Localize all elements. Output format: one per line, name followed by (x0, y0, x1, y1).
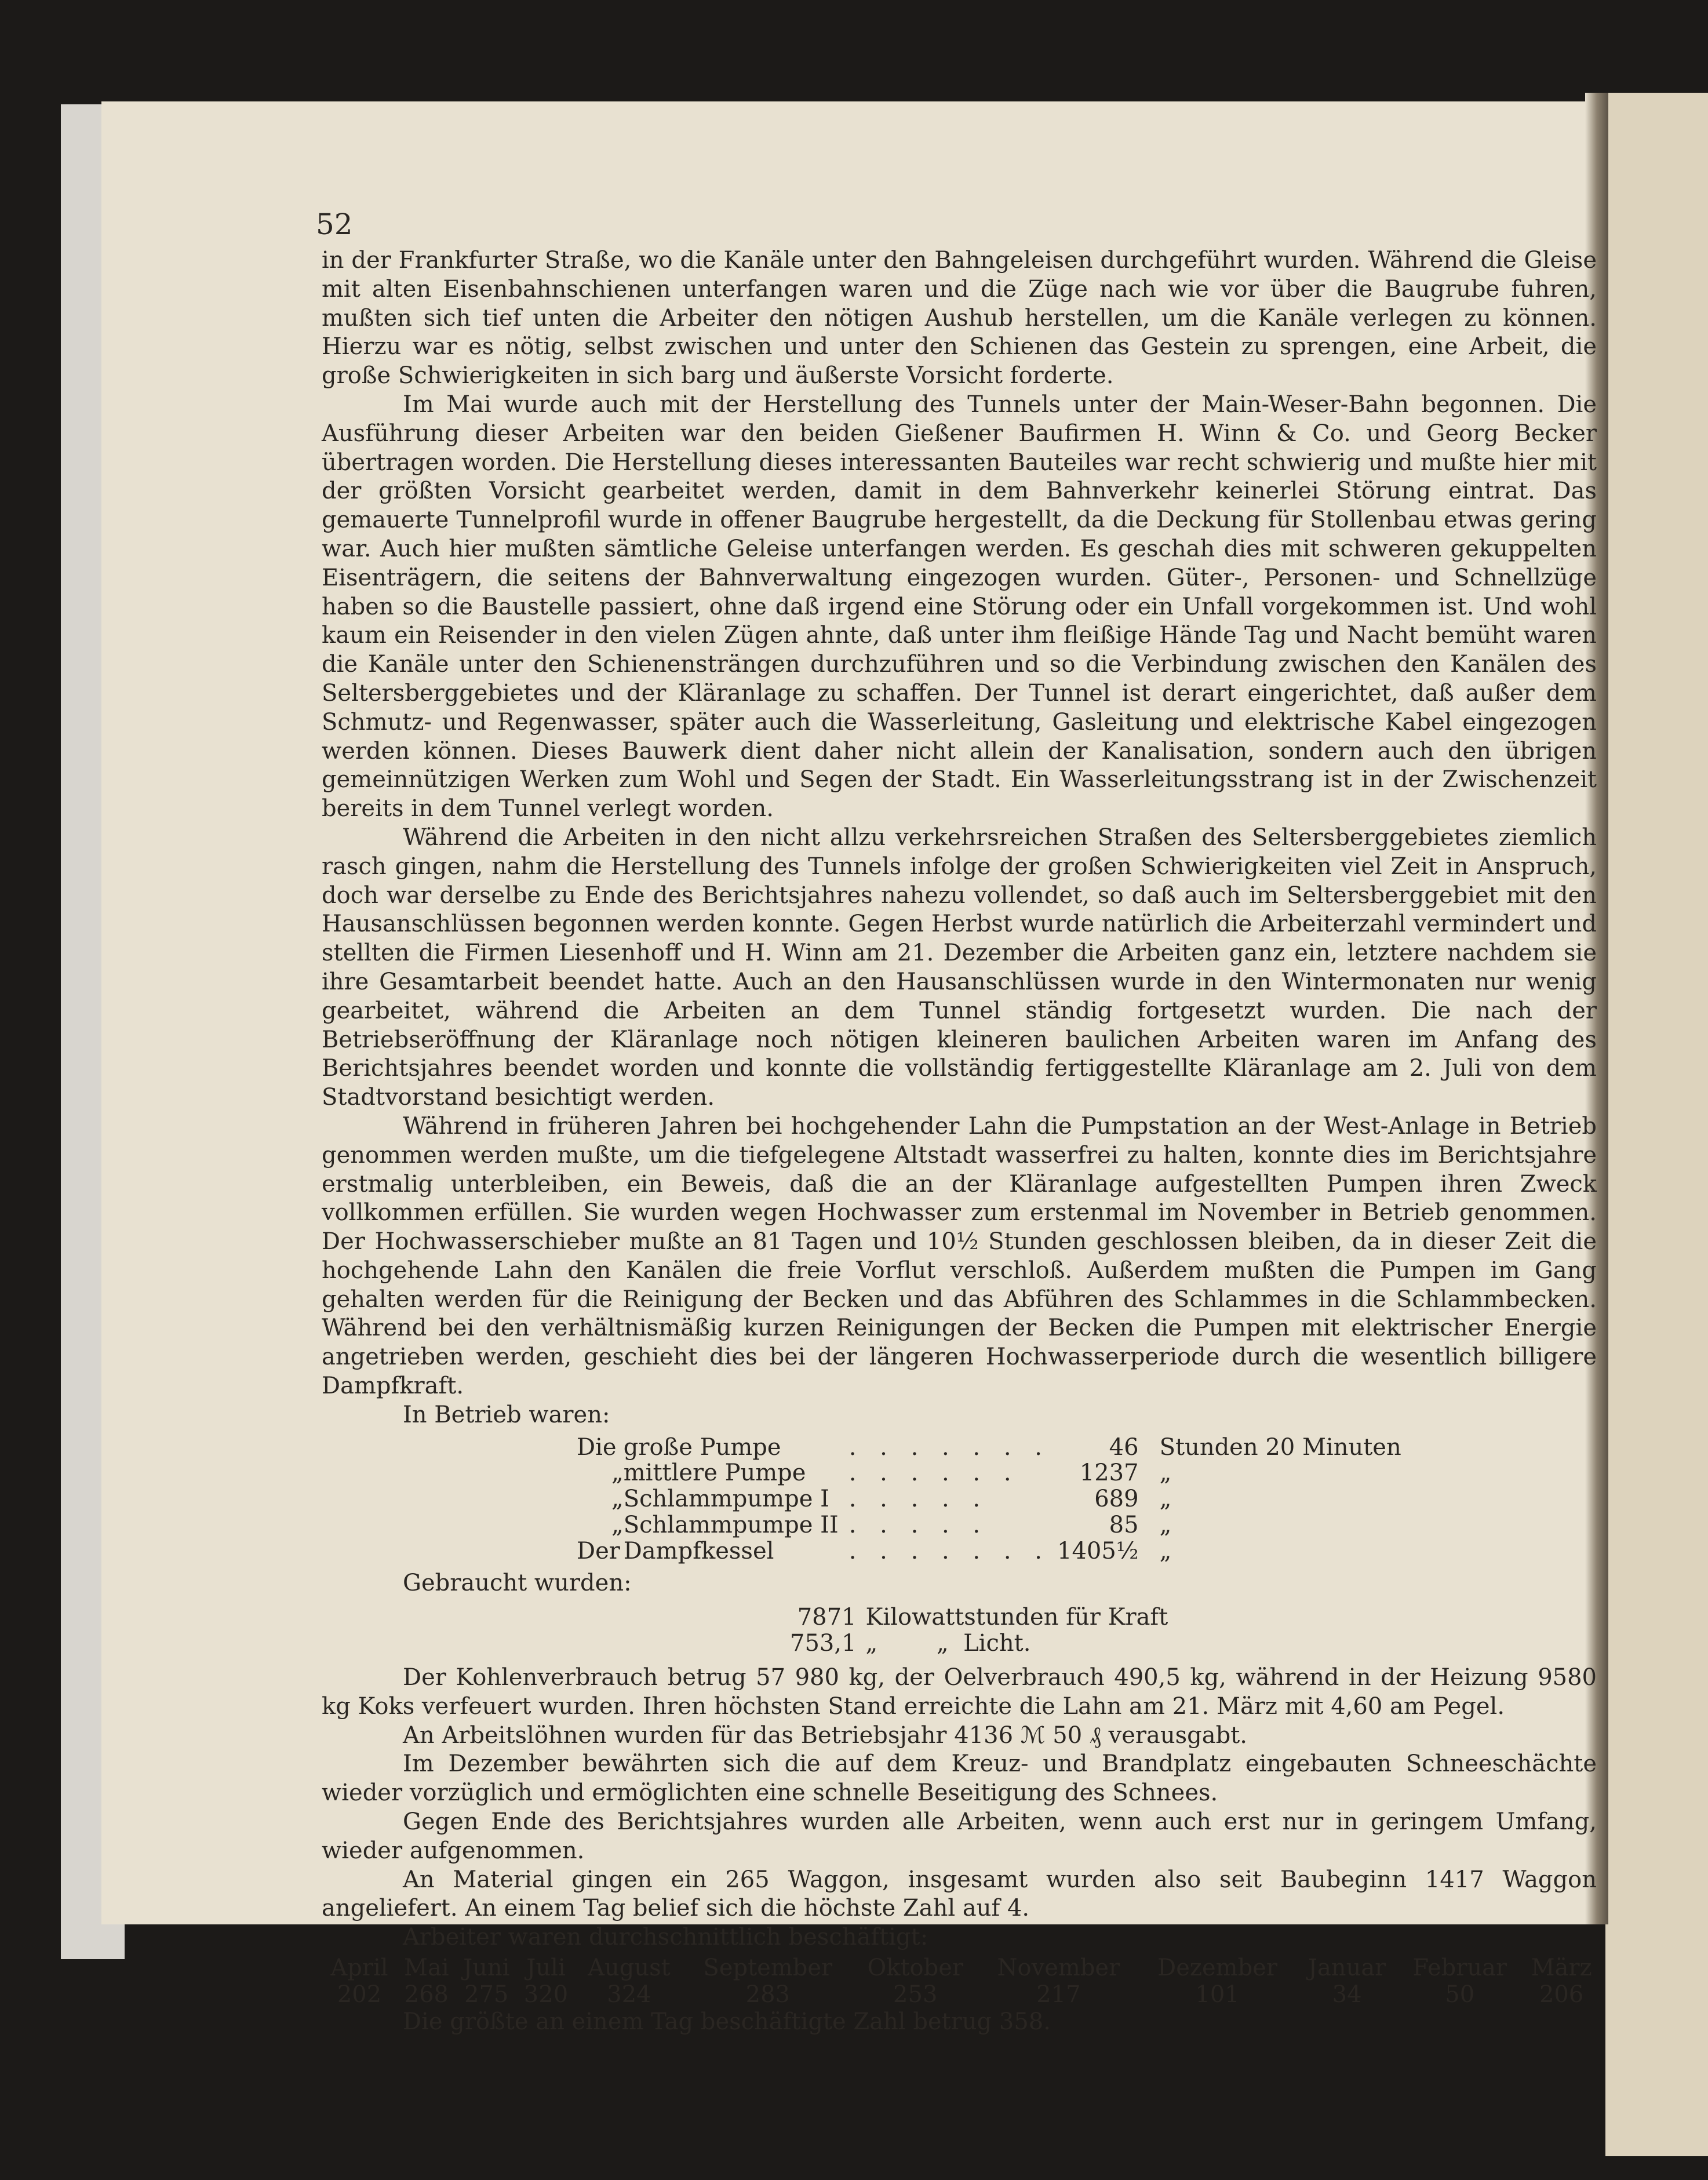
page-body (322, 206, 1597, 2037)
hours-row (577, 1538, 1401, 1564)
hours-dots: . . . . . . (848, 1460, 1019, 1487)
hours-unit: „ (1159, 1537, 1172, 1564)
closing-paragraph-3: Im Dezember bewährten sich die auf dem Kreuz- und Brandplatz eingebauten Schneeschächte wieder vorzüglich und ermöglichten eine schnelle Beseitigung des Schnees. (322, 1750, 1597, 1807)
hours-item: Dampfkessel (623, 1537, 774, 1564)
worker-count: 50 (1445, 1981, 1475, 2008)
hours-value: 689 (1094, 1486, 1139, 1513)
hours-item: Schlammpumpe II (623, 1512, 839, 1539)
closing-paragraph-5: An Material gingen ein 265 Waggon, insgesamt wurden also seit Baubeginn 1417 Waggon angeliefert. An einem Tag belief sich die höchste Zahl auf 4. (322, 1866, 1597, 1922)
hours-prefix: Der (577, 1537, 620, 1564)
worker-count: 101 (1195, 1981, 1240, 2008)
worker-count: 320 (523, 1981, 569, 2008)
hours-dots: . . . . . . . (848, 1433, 1050, 1461)
months-header-row (322, 1955, 1601, 1981)
hours-prefix: „ (611, 1512, 624, 1539)
hours-unit: „ (1159, 1460, 1172, 1487)
month-label: April (330, 1955, 388, 1982)
hours-row (577, 1460, 1401, 1486)
hours-unit: „ (1159, 1512, 1172, 1539)
paragraph-4: Während in früheren Jahren bei hochgehender Lahn die Pumpstation an der West-Anlage in Betrieb genommen werden mußte, um die tiefgelegene Altstadt wasserfrei zu halten, konnte dies im Berichtsjahre erstmalig unterbleiben, ein Beweis, daß die an der Kläranlage aufgestellten Pumpen ihren Zweck vollkommen erfüllen. Sie wurden wegen Hochwasser zum erstenmal im November in Betrieb genommen. Der Hochwasserschieber mußte an 81 Tagen und 10½ Stunden geschlossen bleiben, da in dieser Zeit die hochgehende Lahn den Kanälen die freie Vorflut verschloß. Außerdem mußten die Pumpen im Gang gehalten werden für die Reinigung der Becken und das Abführen des Schlammes in die Schlammbecken. Während bei den verhältnismäßig kurzen Reinigungen der Becken die Pumpen mit elektrischer Energie angetrieben werden, geschieht dies bei der längeren Hochwasserperiode durch die wesentlich billigere Dampfkraft. (322, 1112, 1597, 1400)
month-label: März (1531, 1955, 1592, 1982)
paragraph-3: Während die Arbeiten in den nicht allzu verkehrsreichen Straßen des Seltersberggebietes ziemlich rasch gingen, nahm die Herstellung des Tunnels infolge der großen Schwierigkeiten viel Zeit in Anspruch, doch war derselbe zu Ende des Berichtsjahres nahezu vollendet, so daß auch im Seltersberggebiet mit den Hausanschlüssen begonnen werden konnte. Gegen Herbst wurde natürlich die Arbeiterzahl vermindert und stellten die Firmen Liesenhoff und H. Winn am 21. Dezember die Arbeiten ganz ein, letztere nachdem sie ihre Gesamtarbeit beendet hatte. Auch an den Hausanschlüssen wurde in den Wintermonaten nur wenig gearbeitet, während die Arbeiten an dem Tunnel ständig fortgesetzt wurden. Die nach der Betriebseröffnung der Kläranlage noch nötigen kleineren baulichen Arbeiten waren im Anfang des Berichtsjahres beendet worden und konnte die vollständig fertiggestellte Kläranlage am 2. Juli von dem Stadtvorstand besichtigt werden. (322, 824, 1597, 1111)
month-label: Januar (1308, 1955, 1386, 1982)
worker-count: 217 (1036, 1981, 1081, 2008)
month-label: November (997, 1955, 1120, 1982)
month-label: Oktober (867, 1955, 964, 1982)
hours-unit: „ (1159, 1486, 1172, 1513)
month-label: September (703, 1955, 833, 1982)
worker-count: 275 (464, 1981, 509, 2008)
final-line: Die größte an einem Tag beschäftigte Zahl betrug 358. (403, 2008, 1051, 2036)
usage-value: 753,1 (790, 1630, 857, 1657)
in-betrieb-label: In Betrieb waren: (403, 1401, 610, 1428)
page-number: 52 (316, 208, 353, 241)
hours-value: 1405½ (1057, 1537, 1139, 1564)
hours-item: große Pumpe (623, 1433, 781, 1461)
workers-values-row (322, 1981, 1601, 2008)
hours-value: 1237 (1079, 1460, 1139, 1487)
worker-count: 34 (1332, 1981, 1362, 2008)
worker-count: 206 (1539, 1981, 1584, 2008)
hours-row (577, 1486, 1401, 1512)
month-label: Juni (463, 1955, 510, 1982)
worker-count: 253 (893, 1981, 938, 2008)
usage-text: Kilowattstunden für Kraft (865, 1604, 1168, 1631)
hours-unit: Stunden 20 Minuten (1159, 1433, 1401, 1461)
month-label: Mai (404, 1955, 449, 1982)
hours-dots: . . . . . (848, 1486, 989, 1513)
paragraph-2: Im Mai wurde auch mit der Herstellung des Tunnels unter der Main-Weser-Bahn begonnen. Die Ausführung dieser Arbeiten war den beiden Gießener Baufirmen H. Winn & Co. und Georg Becker übertragen worden. Die Herstellung dieses interessanten Bauteiles war recht schwierig und mußte hier mit der größten Vorsicht gearbeitet werden, damit in dem Bahnverkehr keinerlei Störung eintrat. Das gemauerte Tunnelprofil wurde in offener Baugrube hergestellt, da die Deckung für Stollenbau etwas gering war. Auch hier mußten sämtliche Geleise unterfangen werden. Es geschah dies mit schweren gekuppelten Eisenträgern, die seitens der Bahnverwaltung eingezogen wurden. Güter-, Personen- und Schnellzüge haben so die Baustelle passiert, ohne daß irgend eine Störung oder ein Unfall vorgekommen ist. Und wohl kaum ein Reisender in den vielen Zügen ahnte, daß unter ihm fleißige Hände Tag und Nacht bemüht waren die Kanäle unter den Schienensträngen durchzuführen und so die Verbindung zwischen den Kanälen des Seltersberggebietes und der Kläranlage zu schaffen. Der Tunnel ist derart eingerichtet, daß außer dem Schmutz- und Regenwasser, später auch die Wasserleitung, Gasleitung und elektrische Kabel eingezogen werden können. Dieses Bauwerk dient daher nicht allein der Kanalisation, sondern auch den übrigen gemeinnützigen Werken zum Wohl und Segen der Stadt. Ein Wasserleitungsstrang ist in der Zwischenzeit bereits in dem Tunnel verlegt worden. (322, 391, 1597, 822)
closing-paragraph-6: Arbeiter waren durchschnittlich beschäftigt: (403, 1924, 928, 1951)
hours-value: 46 (1109, 1433, 1139, 1461)
hours-item: Schlammpumpe I (623, 1486, 829, 1513)
worker-count: 268 (404, 1981, 449, 2008)
usage-row (785, 1604, 1172, 1631)
hours-item: mittlere Pumpe (623, 1460, 806, 1487)
hours-dots: . . . . . . . (848, 1537, 1050, 1564)
hours-prefix: „ (611, 1486, 624, 1513)
month-label: Dezember (1157, 1955, 1277, 1982)
closing-paragraph-1: Der Kohlenverbrauch betrug 57 980 kg, der Oelverbrauch 490,5 kg, während in der Heizung 9580 kg Koks verfeuert wurden. Ihren höchsten Stand erreichte die Lahn am 21. März mit 4,60 am Pegel. (322, 1664, 1597, 1720)
header-spacer (322, 206, 1597, 246)
workers-by-month-table (322, 1955, 1601, 2008)
energy-usage-table (785, 1604, 1172, 1657)
hours-row (577, 1435, 1401, 1461)
usage-text: „ „ Licht. (865, 1630, 1031, 1657)
month-label: August (588, 1955, 671, 1982)
usage-value: 7871 (797, 1604, 857, 1631)
month-label: Februar (1412, 1955, 1507, 1982)
gebraucht-label: Gebraucht wurden: (403, 1569, 632, 1596)
paragraph-1: in der Frankfurter Straße, wo die Kanäle unter den Bahngeleisen durchgeführt wurden. Während die Gleise mit alten Eisenbahnschienen unterfangen waren und die Züge nach wie vor über die Baugrube fuhren, mußten sich tief unten die Arbeiter den nötigen Aushub herstellen, um die Kanäle verlegen zu können. Hierzu war es nötig, selbst zwischen und unter den Schienen das Gestein zu sprengen, eine Arbeit, die große Schwierigkeiten in sich barg und äußerste Vorsicht forderte. (322, 247, 1597, 390)
worker-count: 283 (745, 1981, 790, 2008)
hours-prefix: Die (577, 1433, 617, 1461)
month-label: Juli (526, 1955, 566, 1982)
hours-row (577, 1512, 1401, 1538)
hours-dots: . . . . . (848, 1512, 989, 1539)
hours-value: 85 (1109, 1512, 1139, 1539)
usage-row (785, 1631, 1172, 1657)
closing-paragraph-4: Gegen Ende des Berichtsjahres wurden alle Arbeiten, wenn auch erst nur in geringem Umfang, wieder aufgenommen. (322, 1808, 1597, 1864)
next-page (1605, 93, 1708, 2156)
worker-count: 202 (337, 1981, 382, 2008)
hours-prefix: „ (611, 1460, 624, 1487)
closing-paragraph-2: An Arbeitslöhnen wurden für das Betriebsjahr 4136 ℳ 50 ₰ verausgabt. (403, 1722, 1247, 1749)
pump-hours-table (577, 1435, 1401, 1564)
worker-count: 324 (607, 1981, 651, 2008)
